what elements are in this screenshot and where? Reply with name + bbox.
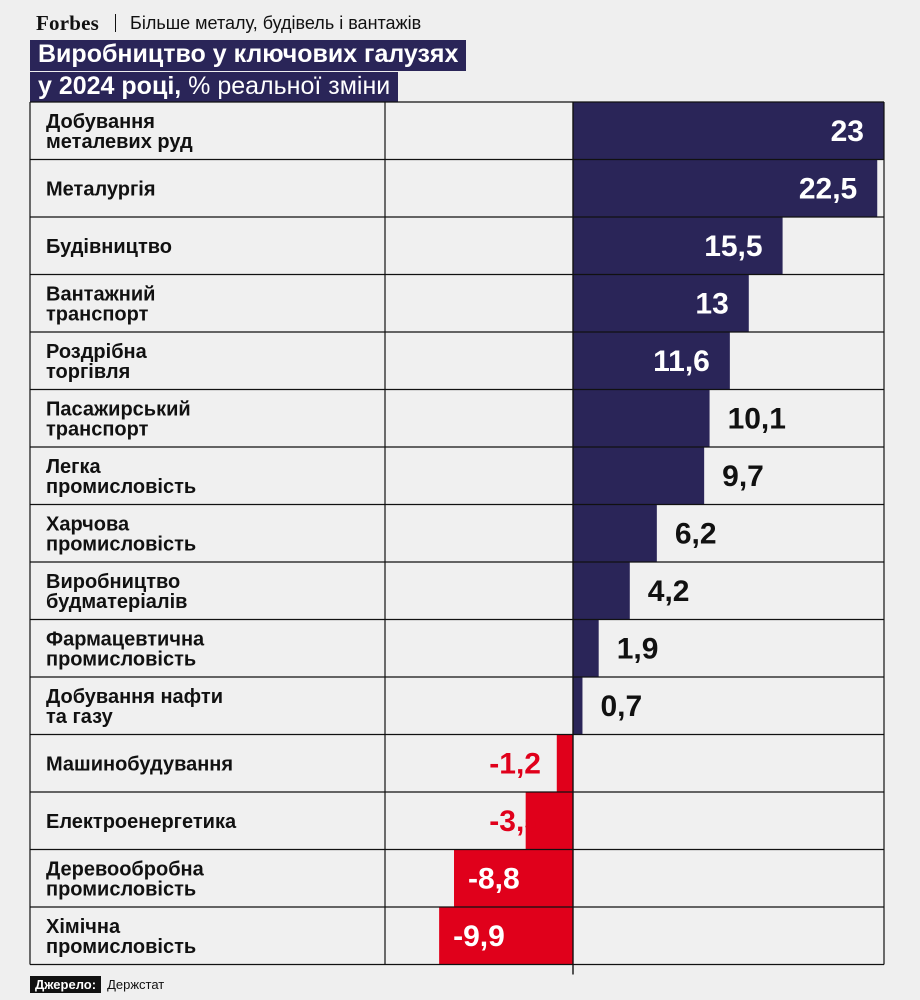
category-label: Вантажний транспорт — [46, 283, 156, 326]
bar-value-label: 0,7 — [600, 689, 643, 723]
source-label: Джерело: — [30, 976, 101, 993]
table-row — [30, 275, 884, 333]
bar-value-label: 13 — [695, 287, 729, 321]
category-label: Харчова промисловість — [46, 513, 197, 556]
bar-value-label: 23 — [830, 114, 864, 148]
bar — [573, 447, 704, 505]
category-label: Роздрібна торгівля — [46, 340, 147, 383]
bar-value-label: 10,1 — [727, 402, 786, 436]
category-label: Машинобудування — [46, 753, 234, 776]
chart-title-line2: у 2024 році, % реальної зміни — [30, 72, 398, 103]
bar — [573, 562, 630, 620]
bar-value-label: 22,5 — [798, 172, 858, 206]
chart-title-line1: Виробництво у ключових галузях — [30, 40, 466, 71]
category-label: Хімічна промисловість — [46, 915, 197, 958]
bar-value-label: 6,2 — [674, 517, 717, 551]
bar — [573, 677, 582, 735]
bar-value-label: 15,5 — [704, 229, 763, 263]
category-label: Деревообробна промисловість — [46, 858, 204, 901]
category-label: Металургія — [46, 178, 156, 201]
category-label: Виробництво будматеріалів — [46, 570, 188, 613]
bar — [573, 390, 710, 448]
bar — [573, 505, 657, 563]
category-label: Добування нафти та газу — [46, 685, 223, 728]
bar-value-label: 4,2 — [647, 574, 690, 608]
bar-value-label: -8,8 — [468, 862, 520, 896]
bar-value-label: -1,2 — [489, 747, 541, 781]
bar-value-label: -9,9 — [453, 919, 505, 953]
category-label: Пасажирський транспорт — [46, 398, 191, 441]
category-label: Добування металевих руд — [46, 110, 193, 153]
bar-value-label: 9,7 — [722, 459, 764, 493]
category-label: Легка промисловість — [46, 455, 197, 498]
category-label: Фармацевтична промисловість — [46, 628, 205, 671]
bar — [573, 620, 599, 678]
bar — [557, 735, 573, 793]
header-subtitle: Більше металу, будівель і вантажів — [130, 12, 422, 33]
category-label: Будівництво — [46, 235, 172, 258]
source-name: Держстат — [107, 977, 165, 992]
bar-value-label: 11,6 — [653, 344, 710, 378]
footer — [30, 976, 164, 993]
category-label: Електроенергетика — [46, 810, 237, 833]
table-row — [30, 332, 884, 390]
bar-value-label: -3,5 — [489, 804, 541, 838]
forbes-logo: Forbes — [36, 10, 100, 35]
bar-value-label: 1,9 — [616, 632, 659, 666]
